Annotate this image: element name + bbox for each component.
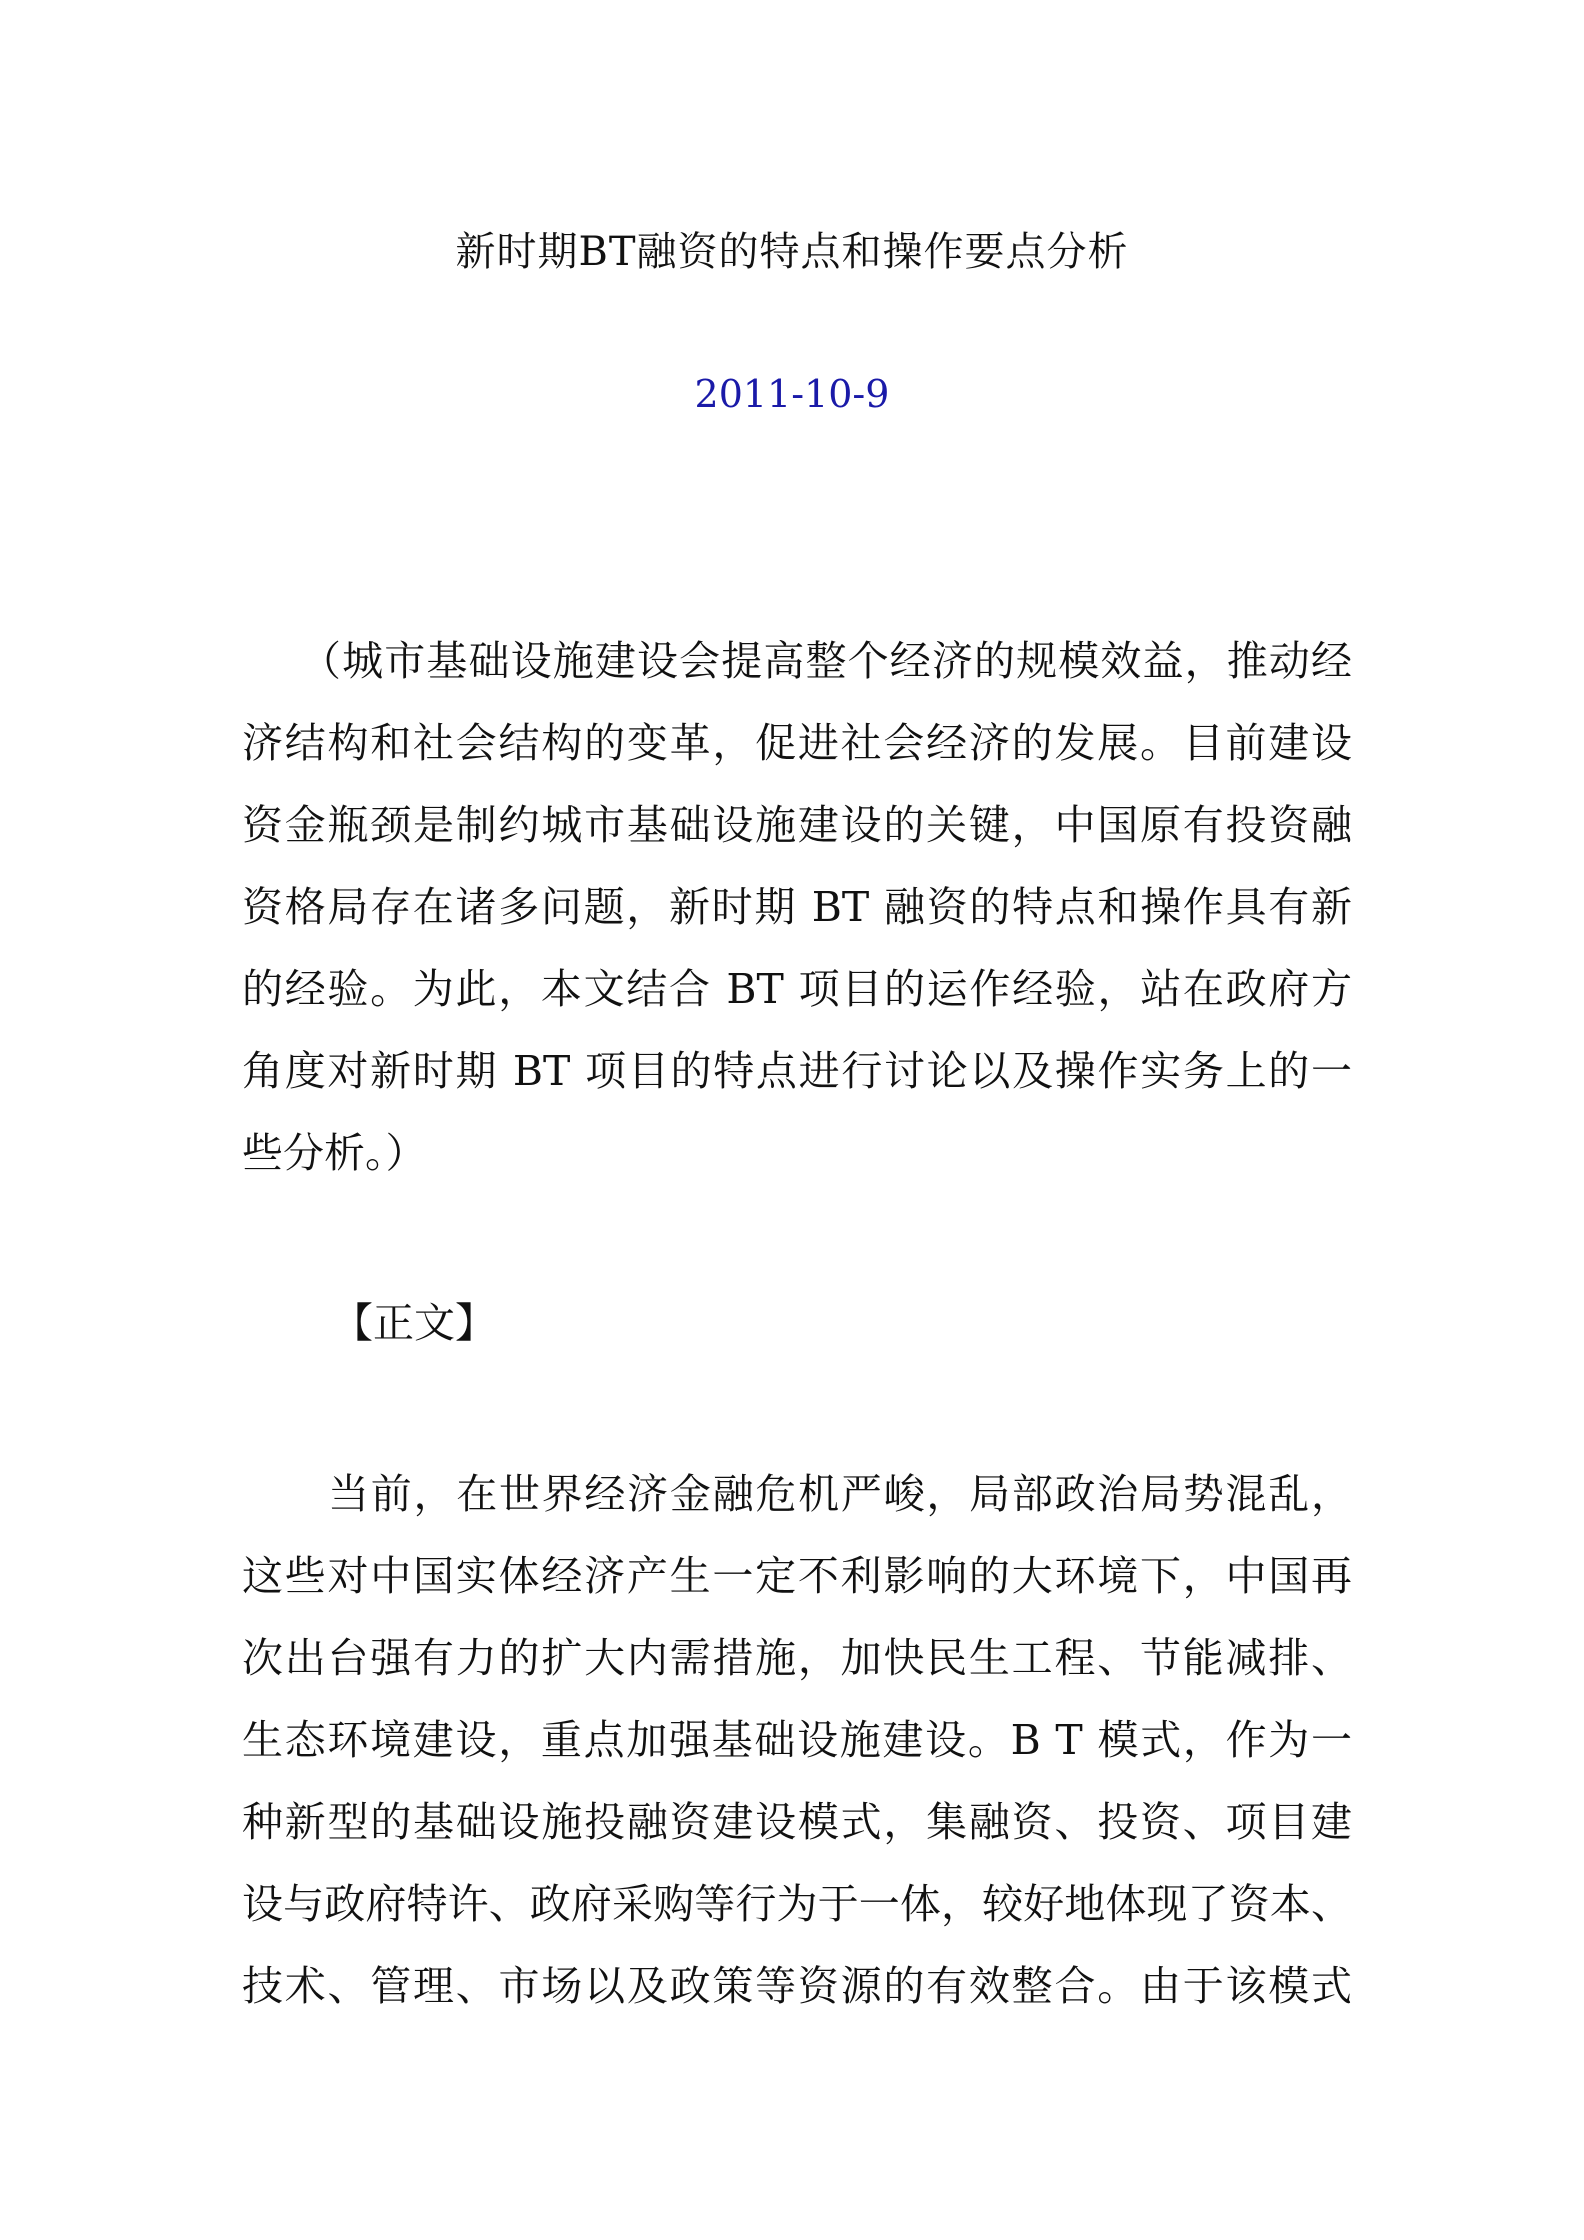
body-line: 这些对中国实体经济产生一定不利影响的大环境下，中国再 [242,1552,1352,1600]
abstract-paragraph [242,620,1352,1194]
body-line: 次出台强有力的扩大内需措施，加快民生工程、节能减排、 [242,1634,1352,1682]
abstract-line: 济结构和社会结构的变革，促进社会经济的发展。目前建设 [242,719,1352,767]
abstract-line: 角度对新时期 BT 项目的特点进行讨论以及操作实务上的一 [242,1047,1352,1095]
body-line: 设与政府特许、政府采购等行为于一体，较好地体现了资本、 [242,1880,1352,1928]
body-paragraph [242,1453,1352,2027]
abstract-line: （城市基础设施建设会提高整个经济的规模效益，推动经 [300,637,1352,685]
abstract-line: 资格局存在诸多问题，新时期 BT 融资的特点和操作具有新 [242,883,1352,931]
body-line: 当前，在世界经济金融危机严峻，局部政治局势混乱， [328,1470,1352,1518]
abstract-line: 资金瓶颈是制约城市基础设施建设的关键，中国原有投资融 [242,801,1352,849]
abstract-line: 的经验。为此，本文结合 BT 项目的运作经验，站在政府方 [242,965,1352,1013]
document-date: 2011-10-9 [694,372,890,416]
body-line: 种新型的基础设施投融资建设模式，集融资、投资、项目建 [242,1798,1352,1846]
abstract-line: 些分析。） [242,1129,427,1177]
body-line: 生态环境建设，重点加强基础设施建设。B T 模式，作为一 [242,1716,1352,1764]
document-title: 新时期BT融资的特点和操作要点分析 [455,229,1129,275]
section-heading: 【正文】 [332,1299,496,1347]
body-line: 技术、管理、市场以及政策等资源的有效整合。由于该模式 [242,1962,1352,2010]
